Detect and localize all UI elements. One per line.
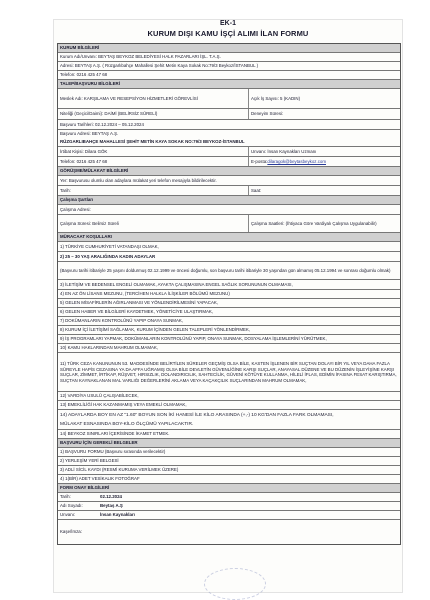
- gorusme-tarih: Tarih:: [58, 186, 249, 195]
- gorusme-yer: Yer: Başvurusu olumlu olan adaylara mülakat yeri telefon mesajıyla bildirilecektir.: [60, 177, 217, 183]
- section-belgeler: [58, 439, 400, 448]
- form-sheet: [54, 20, 402, 592]
- calisma-saatleri: Çalışma Saatleri: (İhtiyaca Göre Vardiyalı Çalışma Uygulanabilir): [251, 220, 377, 226]
- eposta-cell: [249, 157, 328, 166]
- kosul-row: [58, 401, 400, 410]
- kosul-row: [58, 353, 400, 392]
- calisma-adres-row: [58, 205, 400, 215]
- nitelik-row: [58, 109, 400, 120]
- kurum-address-row: [58, 62, 400, 71]
- kurum-phone: Telefon: 0216 425 47 68: [60, 72, 108, 78]
- kosul-row: [58, 344, 400, 353]
- belge-item: 3) ADLİ SİCİL KAYDI (RESMİ KURUMA VERİLMEK ÜZERE): [60, 467, 179, 473]
- kosul-item: 8) KURUM İÇİ İLETİŞİMİ SAĞLAMAK, KURUM İÇİNDEN GELEN TALEPLERİ YÖNLENDİRMEK,: [60, 327, 251, 333]
- kosul-item: 9) İŞ PROGRAMLARI YAPMAK, DOKÜMANLARIN KONTROLÜNÜ YAPIP, ONAYA SUNMAK, DOSYALAMA İŞLEMLERİNİ YÜRÜTMEK,: [60, 336, 327, 342]
- kurum-phone-row: [58, 71, 400, 80]
- kosul-item: 2) 25 – 30 YAŞ ARALIĞINDA KADIN ADAYLAR: [60, 253, 156, 259]
- section-talep: [58, 80, 400, 89]
- onay-adsoyad-label: Adı Soyadı:: [60, 503, 83, 509]
- acik-is-sayisi: Açık İş Sayısı: 5 (KADIN): [251, 95, 301, 101]
- kosul-row: [58, 335, 400, 344]
- company-stamp: [204, 568, 266, 600]
- calisma-sure-row: [58, 215, 400, 233]
- basvuru-tarihleri: Başvuru Tarihleri: 02.12.2024 – 05.12.2024: [60, 121, 144, 127]
- section-muracaat-label: MÜRACAAT KOŞULLARI: [60, 234, 112, 240]
- kosul-row: [58, 242, 400, 252]
- section-gorusme: [58, 167, 400, 176]
- section-talep-label: TALEP/BAŞVURU BİLGİLERİ: [60, 81, 120, 87]
- onay-adsoyad-row: [58, 502, 400, 511]
- belge-row: [58, 457, 400, 466]
- kosul-item: 13) EMEKLİLİĞİ HAK KAZANMAMIŞ VEYA EMEKLİ OLMAMAK,: [60, 402, 187, 408]
- onay-unvan-value: İnsan Kaynakları: [100, 512, 135, 518]
- kosul-row: [58, 262, 400, 280]
- kurum-address: Adresi: BEYTAŞ A.Ş. ( Rüzgarlıbahçe Mahallesi Şehit Metin Kaya Sokak No:79/3 Beykoz/İSTANBUL ): [60, 63, 259, 69]
- irtibat-unvan: Unvanı: İnsan Kaynakları Uzmanı: [251, 148, 317, 154]
- onay-kase-label: Kaşe/İmza:: [60, 529, 82, 535]
- eposta-link[interactable]: dilaragok@beytasbeykoz.com: [267, 158, 326, 164]
- kosul-item: 5) GELEN MİSAFİRLERİN AĞIRLANMASI VE YÖNLENDİRİLMESİNİ YAPACAK,: [60, 300, 219, 306]
- section-calisma: [58, 196, 400, 205]
- kosul-item: 14) BEYKOZ SINIRLARI İÇERİSİNDE İKAMET ETMEK.: [60, 431, 170, 437]
- kosul-item: 12) VARDİYA USULÜ ÇALIŞABİLECEK,: [60, 393, 139, 399]
- onay-tarih-label: Tarih:: [60, 494, 71, 500]
- gorusme-saat: Saat:: [251, 187, 262, 193]
- kosul-item: 10) KAMU HAKLARINDAN MAHRUM OLMAMAK,: [60, 345, 159, 351]
- kosul-item: 1) TÜRKİYE CUMHURİYETİ VATANDAŞI OLMAK,: [60, 243, 159, 249]
- signature-area: [98, 520, 102, 544]
- meslek-adi: Meslek Adı: KARŞILAMA VE RESEPSİYON HİZMETLERİ GÖREVLİSİ: [58, 89, 249, 108]
- calisma-adresi: Çalışma Adresi:: [60, 206, 91, 212]
- kurum-name: Kurum Adı/Unvanı: BEYTAŞ BEYKOZ BELEDİYESİ HALK PAZARLARI İŞL. T.A.Ş.: [60, 54, 221, 60]
- kosul-item: (Başvuru tarihi itibariyle 25 yaşını doldurmuş 02.12.1999 ve öncesi doğumlu, son başvuru tarihi itibariyle 30 yaşından gün almamış 05.12.1994 ve sonrası doğumlu olmak): [60, 267, 391, 273]
- eposta-label: E-posta:: [251, 158, 268, 164]
- form-title: KURUM DIŞI KAMU İŞÇİ ALIMI İLAN FORMU: [147, 29, 309, 38]
- kosul-row: [58, 317, 400, 326]
- belge-item: 4) 1(BİR) ADET VESİKALIK FOTOĞRAF: [60, 476, 140, 482]
- kosul-row: [58, 290, 400, 299]
- section-onay-label: FORM ONAY BİLGİLERİ: [60, 485, 110, 491]
- onay-unvan-label: Unvanı:: [60, 512, 76, 518]
- belge-row: [58, 448, 400, 457]
- section-belgeler-label: BAŞVURU İÇİN GEREKLİ BELGELER: [60, 440, 138, 446]
- kosul-item: 7) DOKÜMANLARIN KONTROLÜNÜ YAPIP ONAYA SUNMAK,: [60, 318, 184, 324]
- onay-unvan-row: [58, 511, 400, 520]
- basvuru-adresi: Başvuru Adresi: BEYTAŞ A.Ş.: [60, 131, 119, 137]
- telefon-row: [58, 157, 400, 167]
- irtibat-kisisi: İrtibat Kişisi: Dilara GÖK: [58, 147, 249, 156]
- gorusme-tarih-row: [58, 186, 400, 196]
- section-calisma-label: Çalışma Şartları: [60, 197, 94, 203]
- onay-tarih-value: 02.12.2024: [100, 494, 122, 500]
- onay-kase-row: [58, 520, 400, 545]
- onay-tarih-row: [58, 493, 400, 502]
- kosul-item: 11) TÜRK CEZA KANUNUNUN 53. MADDESİNDE BELİRTİLEN SÜRELER GEÇMİŞ OLSA BİLE, KASTEN İŞLENEN BİR SUÇTAN DOLAYI BİR YIL VEYA DAHA FAZLA SÜREYLE HAPİS CEZASINA YA DA AFFA UĞRAMIŞ OLSA BİLE DEVLETİN GÜVENLİĞİNE KARŞI SUÇLAR, ANAYASAL DÜZENE VE BU DÜZENİN İŞLEYİŞİNE KARŞI SUÇLAR, ZİMMET, İRTİKAP, RÜŞVET, HIRSIZLIK, DOLANDIRICILIK, SAHTECİLİK, GÜVENİ KÖTÜYE KULLANMA, HİLELİ İFLAS, EDİMİN İFASINA FESAT KARIŞTIRMA, SUÇTAN KAYNAKLANAN MAL VARLIĞI DEĞERLERİNİ AKLAMA VEYA KAÇAKÇILIK SUÇLARINDAN MAHRUM OLMAMAK,: [60, 361, 397, 383]
- kosul-row: [58, 280, 400, 290]
- kosul-row: [58, 252, 400, 262]
- kosul-row: [58, 392, 400, 401]
- section-muracaat: [58, 233, 400, 242]
- kosul-item: 3) İLETİŞİM VE BEDENSEL ENGELİ OLMAMAK, AYAKTA ÇALIŞMASINA ENGEL SAĞLIK SORUNUNUN OLMAMASI,: [60, 281, 293, 287]
- kosul-row: [58, 326, 400, 335]
- basvuru-adresi-detay: RÜZGARLIBAHÇE MAHALLESİ ŞEHİT METİN KAYA SOKAK NO:79/3 BEYKOZ-İSTANBUL: [60, 139, 245, 145]
- section-kurum-label: KURUM BİLGİLERİ: [60, 45, 100, 51]
- kosul-item: MÜLAKAT ESNASINDA BOY-KİLO ÖLÇÜMÜ YAPILACAKTIR.: [60, 422, 194, 427]
- kosul-item: 14) ADAYLARDA BOY EN AZ "1.60" BOYUN SON İKİ HANESİ İLE KİLO ARASINDA (+,-) 10 KG'DAN FAZLA FARK OLMAMASI,: [60, 412, 334, 418]
- kosul-row: [58, 299, 400, 308]
- meslek-row: [58, 89, 400, 109]
- belge-row: [58, 475, 400, 484]
- calisma-suresi: Çalışma Süresi: Belirsiz Süreli: [58, 215, 249, 232]
- basvuru-adres-row: [58, 130, 400, 147]
- onay-adsoyad-value: Beytaş A.Ş: [100, 503, 123, 509]
- kurum-name-row: [58, 53, 400, 62]
- deneyim-suresi: Deneyim Süresi:: [251, 111, 284, 117]
- irtibat-row: [58, 147, 400, 157]
- kosul-row: [58, 430, 400, 439]
- irtibat-telefon: Telefon: 0216 425 47 68: [58, 157, 249, 166]
- kosul-row: [58, 308, 400, 317]
- section-gorusme-label: GÖRÜŞME/MÜLAKAT BİLGİLERİ: [60, 168, 129, 174]
- form-code: EK-1: [220, 20, 236, 27]
- nitelik: Niteliği (Geçici/Daimi): DAİMİ (BELİRSİZ SÜRELİ): [58, 109, 249, 119]
- basvuru-tarih-row: [58, 120, 400, 130]
- belge-item: 1) BAŞVURU FORMU (Başvuru sırasında verilecektir): [60, 449, 166, 455]
- kosul-row: [58, 410, 400, 430]
- belge-item: 2) YERLEŞİM YERİ BELGESİ: [60, 458, 119, 464]
- kosul-item: 4) EN AZ ÖN LİSANS MEZUNU, (TERCİHEN HALKLA İLİŞKİLER BÖLÜMÜ MEZUNU): [60, 291, 230, 297]
- form-table: [57, 43, 401, 545]
- section-onay: [58, 484, 400, 493]
- kosul-item: 6) GELEN HABER VE BİLGİLERİ KAYDETMEK, YÖNETİCİYE ULAŞTIRMAK,: [60, 309, 214, 315]
- section-kurum: [58, 44, 400, 53]
- gorusme-yer-row: [58, 176, 400, 186]
- belge-row: [58, 466, 400, 475]
